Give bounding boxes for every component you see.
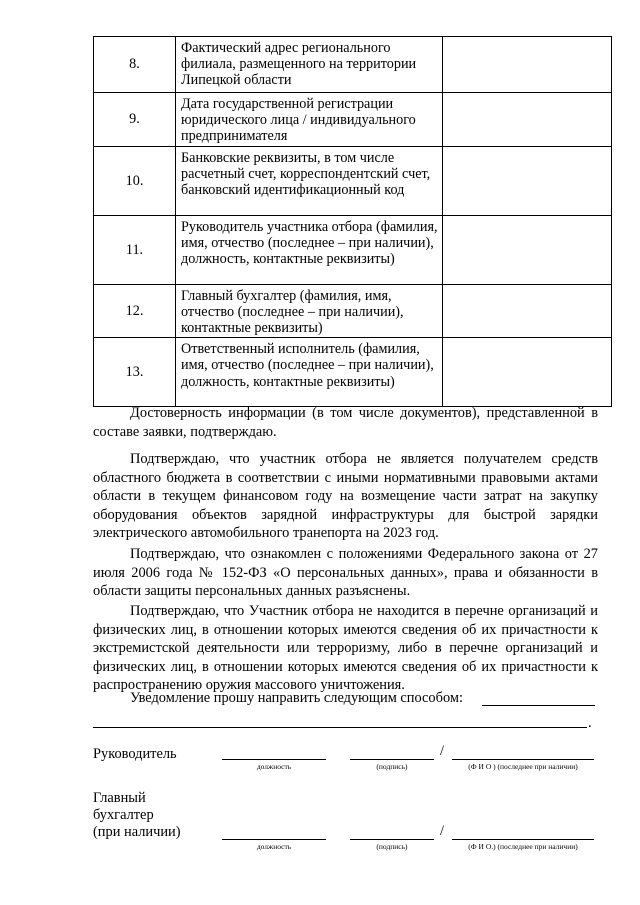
row-number: 12. (94, 284, 176, 338)
row-number: 11. (94, 215, 176, 284)
row-number: 13. (94, 338, 176, 407)
table-row (94, 146, 612, 215)
accountant-position-field[interactable] (222, 839, 326, 840)
row-label: Банковские реквизиты, в том числе расчетный счет, корреспондентский счет, банковский идентификационный код (176, 146, 443, 215)
head-signature-caption: (подпись) (376, 762, 408, 771)
accountant-label-line-3: (при наличии) (93, 824, 181, 840)
head-position-field[interactable] (222, 759, 326, 760)
row-number: 10. (94, 146, 176, 215)
head-name-field[interactable] (452, 759, 594, 760)
row-label: Фактический адрес регионального филиала, размещенного на территории Липецкой области (176, 37, 443, 93)
paragraph-personal-data: Подтверждаю, что ознакомлен с положениями Федерального закона от 27 июля 2006 года № 152-ФЗ «О персональных данных», права и обязанности в области защиты персональных данных разъяснены. (93, 546, 598, 600)
row-value-cell[interactable] (443, 37, 612, 93)
accountant-name-caption: (Ф И О.) (последнее при наличии) (468, 842, 578, 851)
paragraph-no-other-funding: Подтверждаю, что участник отбора не является получателем средств областного бюджета в соответствии с иными нормативными правовыми актами области в текущем финансовом году на возмещение части затрат на закупку оборудования объектов зарядной инфраструктуры для быстрой зарядки электрического автомобильного транепорта на 2023 год. (93, 451, 598, 542)
head-position-caption: должность (256, 762, 292, 771)
notice-label: Уведомление прошу направить следующим способом: (130, 690, 463, 706)
table-row (94, 284, 612, 338)
notice-method-field-line-2[interactable] (93, 727, 587, 728)
head-signature-field[interactable] (350, 759, 434, 760)
accountant-label-line-2: бухгалтер (93, 807, 154, 823)
row-number: 9. (94, 93, 176, 147)
head-name-caption: (Ф И О ) (последнее при наличии) (468, 762, 578, 771)
accountant-signature-field[interactable] (350, 839, 434, 840)
table-row (94, 93, 612, 147)
row-number: 8. (94, 37, 176, 93)
accountant-name-field[interactable] (452, 839, 594, 840)
row-label: Руководитель участника отбора (фамилия, имя, отчество (последнее – при наличии), должность, контактные реквизиты) (176, 215, 443, 284)
row-value-cell[interactable] (443, 338, 612, 407)
accountant-slash: / (440, 823, 444, 839)
table-row (94, 37, 612, 93)
row-label: Главный бухгалтер (фамилия, имя, отчество (последнее – при наличии), контактные реквизиты) (176, 284, 443, 338)
head-slash: / (440, 743, 444, 759)
paragraph-reliability: Достоверность информации (в том числе документов), представленной в составе заявки, подтверждаю. (93, 405, 598, 440)
row-value-cell[interactable] (443, 146, 612, 215)
paragraph-sanctions-list: Подтверждаю, что Участник отбора не находится в перечне организаций и физических лиц, в отношении которых имеются сведения об их причастности к экстремистской деятельности или терроризму, либо в перечне организаций и физических лиц, в отношении которых имеются сведения об их причастности к распространению оружия массового уничтожения. (93, 603, 598, 694)
table-row (94, 338, 612, 407)
notice-method-field[interactable] (482, 705, 595, 706)
row-label: Дата государственной регистрации юридического лица / индивидуального предпринимателя (176, 93, 443, 147)
accountant-label-line-1: Главный (93, 790, 146, 806)
accountant-signature-caption: (подпись) (376, 842, 408, 851)
row-label: Ответственный исполнитель (фамилия, имя, отчество (последнее – при наличии), должность, контактные реквизиты) (176, 338, 443, 407)
accountant-position-caption: должность (256, 842, 292, 851)
table-row (94, 215, 612, 284)
notice-end-mark: . (588, 715, 592, 731)
head-label: Руководитель (93, 746, 177, 762)
row-value-cell[interactable] (443, 93, 612, 147)
applicant-info-table (93, 36, 612, 407)
row-value-cell[interactable] (443, 284, 612, 338)
row-value-cell[interactable] (443, 215, 612, 284)
